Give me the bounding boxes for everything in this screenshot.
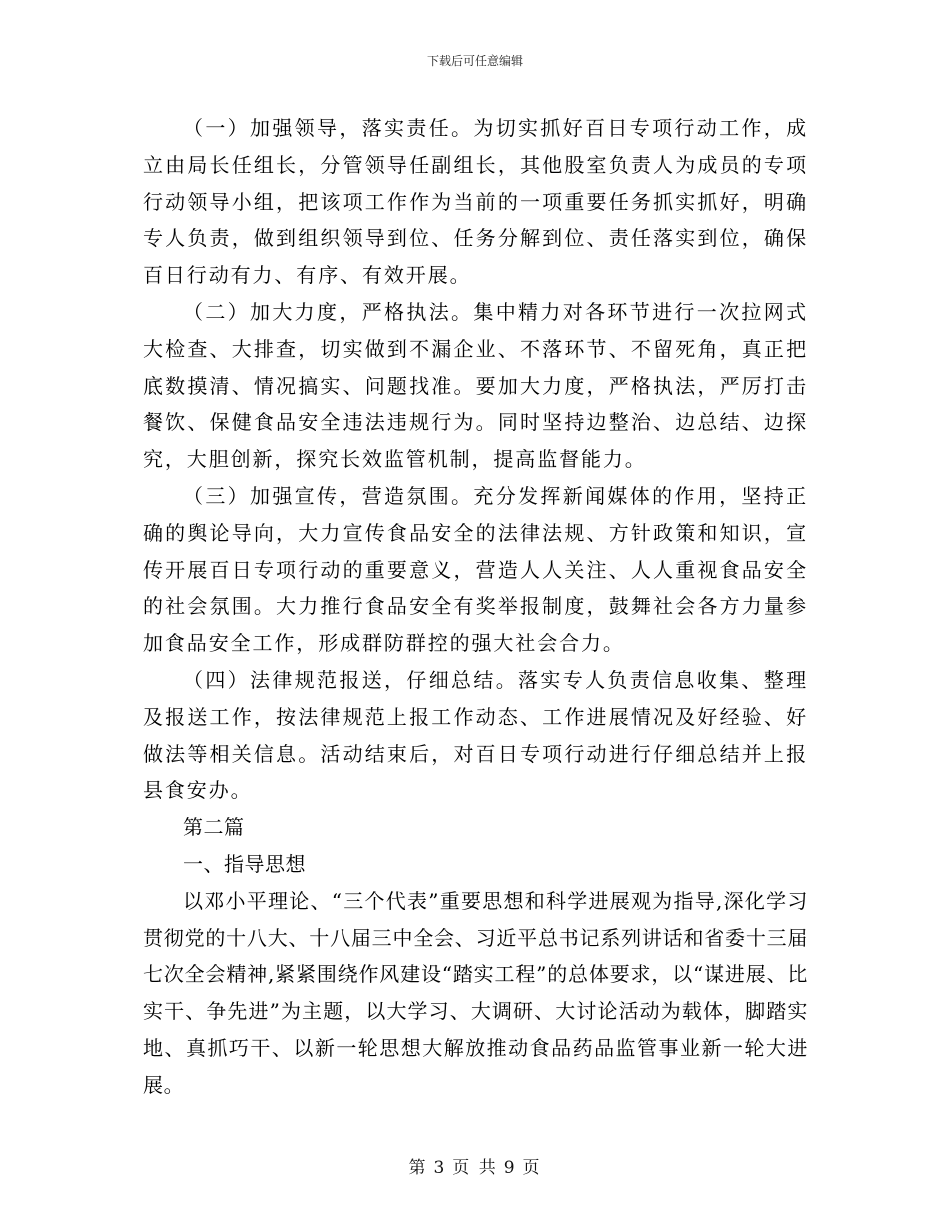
total-page-count: 9 [503,1158,517,1178]
footer-prefix: 第 [408,1158,428,1178]
page-number-footer [0,1158,950,1178]
download-note-header: 下载后可任意编辑 [426,54,523,68]
paragraph-strengthen-leadership: （一）加强领导，落实责任。为切实抓好百日专项行动工作，成立由局长任组长，分管领导任副组长，其他股室负责人为成员的专项行动领导小组，把该项工作作为当前的一项重要任务抓实抓好，明确专人负责，做到组织领导到位、任务分解到位、责任落实到位，确保百日行动有力、有序、有效开展。 [143,116,808,288]
paragraph-strict-enforcement: （二）加大力度，严格执法。集中精力对各环节进行一次拉网式大检查、大排查，切实做到不漏企业、不落环节、不留死角，真正把底数摸清、情况搞实、问题找准。要加大力度，严格执法，严厉打击餐饮、保健食品安全违法违规行为。同时坚持边整治、边总结、边探究，大胆创新，探究长效监管机制，提高监督能力。 [143,299,808,472]
paragraph-reporting: （四）法律规范报送，仔细总结。落实专人负责信息收集、整理及报送工作，按法律规范上报工作动态、工作进展情况及好经验、好做法等相关信息。活动结束后，对百日专项行动进行仔细总结并上报县食安办。 [143,667,808,803]
document-body [143,110,808,1104]
paragraph-guiding-ideology: 以邓小平理论、“三个代表”重要思想和科学进展观为指导,深化学习贯彻党的十八大、十八届三中全会、习近平总书记系列讲话和省委十三届七次全会精神,紧紧围绕作风建设“踏实工程”的总体要求，以“谋进展、比实干、争先进”为主题，以大学习、大调研、大讨论活动为载体，脚踏实地、真抓巧干、以新一轮思想大解放推动食品药品监管事业新一轮大进展。 [143,888,808,1097]
paragraph-publicity: （三）加强宣传，营造氛围。充分发挥新闻媒体的作用，坚持正确的舆论导向，大力宣传食品安全的法律法规、方针政策和知识，宣传开展百日专项行动的重要意义，营造人人关注、人人重视食品安全的社会氛围。大力推行食品安全有奖举报制度，鼓舞社会各方力量参加食品安全工作，形成群防群控的强大社会合力。 [143,483,808,656]
subsection-title: 一、指导思想 [183,851,306,876]
current-page-number: 3 [433,1158,447,1178]
section-title: 第二篇 [183,815,245,840]
footer-middle: 页 共 [452,1158,498,1178]
footer-suffix: 页 [522,1158,542,1178]
